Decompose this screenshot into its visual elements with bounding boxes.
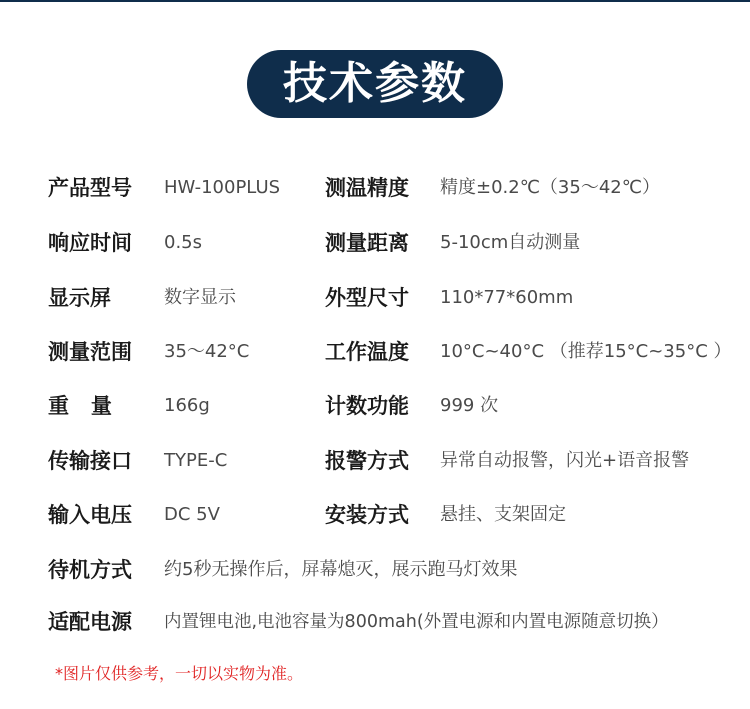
spec-label-display: 显示屏 bbox=[48, 286, 111, 310]
disclaimer-note: *图片仅供参考，一切以实物为准。 bbox=[55, 664, 304, 683]
spec-value-counter: 999 次 bbox=[440, 395, 499, 416]
spec-value-accuracy: 精度±0.2℃（35～42℃） bbox=[440, 177, 660, 198]
spec-value-model: HW-100PLUS bbox=[164, 177, 281, 198]
spec-label-size: 外型尺寸 bbox=[325, 286, 409, 310]
spec-label-range: 测量范围 bbox=[48, 340, 132, 364]
spec-value-alarm: 异常自动报警，闪光+语音报警 bbox=[440, 450, 690, 471]
spec-value-standby: 约5秒无操作后，屏幕熄灭，展示跑马灯效果 bbox=[164, 559, 518, 580]
spec-label-interface: 传输接口 bbox=[48, 449, 132, 473]
spec-label-weight: 重 量 bbox=[48, 394, 112, 418]
spec-label-operating-temp: 工作温度 bbox=[325, 340, 409, 364]
spec-label-standby: 待机方式 bbox=[48, 558, 132, 582]
spec-label-alarm: 报警方式 bbox=[325, 449, 409, 473]
section-title: 技术参数 bbox=[247, 50, 503, 118]
spec-label-counter: 计数功能 bbox=[325, 394, 409, 418]
spec-label-input-voltage: 输入电压 bbox=[48, 503, 132, 527]
spec-value-power: 内置锂电池,电池容量为800mah(外置电源和内置电源随意切换） bbox=[164, 612, 669, 632]
spec-value-installation: 悬挂、支架固定 bbox=[440, 504, 566, 525]
spec-value-interface: TYPE-C bbox=[164, 450, 228, 471]
spec-value-operating-temp: 10°C~40°C （推荐15°C~35°C ） bbox=[440, 341, 732, 362]
top-divider bbox=[0, 0, 750, 2]
spec-value-weight: 166g bbox=[164, 395, 210, 416]
spec-label-model: 产品型号 bbox=[48, 176, 132, 200]
spec-value-response-time: 0.5s bbox=[164, 232, 203, 253]
spec-label-response-time: 响应时间 bbox=[48, 231, 132, 255]
spec-value-input-voltage: DC 5V bbox=[164, 504, 220, 525]
spec-label-accuracy: 测温精度 bbox=[325, 176, 409, 200]
spec-value-size: 110*77*60mm bbox=[440, 287, 574, 308]
spec-label-distance: 测量距离 bbox=[325, 231, 409, 255]
spec-label-installation: 安装方式 bbox=[325, 503, 409, 527]
spec-value-range: 35～42°C bbox=[164, 341, 250, 362]
spec-value-distance: 5-10cm自动测量 bbox=[440, 232, 581, 253]
spec-value-display: 数字显示 bbox=[164, 287, 236, 308]
spec-label-power: 适配电源 bbox=[48, 610, 132, 634]
